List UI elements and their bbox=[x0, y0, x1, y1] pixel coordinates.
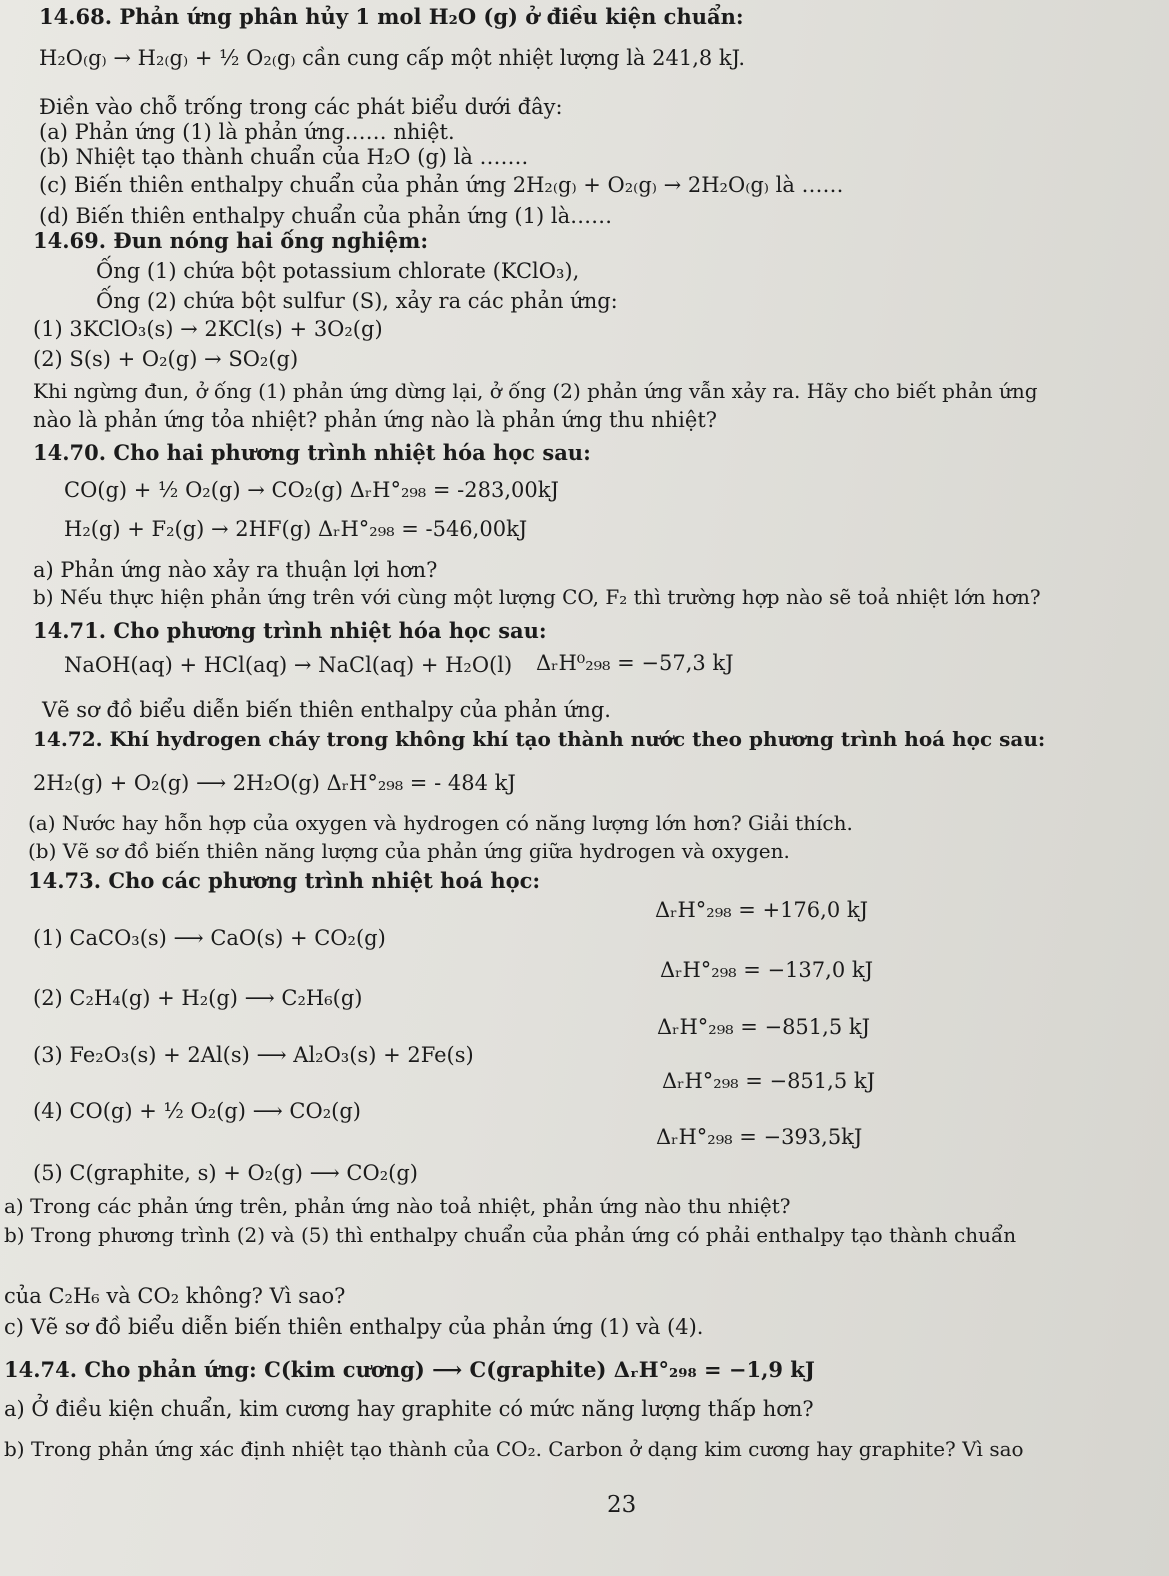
text-line-l31: (4) CO(g) + ½ O₂(g) ⟶ CO₂(g) bbox=[33, 1099, 361, 1123]
text-line-l32: (5) C(graphite, s) + O₂(g) ⟶ CO₂(g) bbox=[33, 1161, 418, 1185]
text-line-l21: NaOH(aq) + HCl(aq) → NaCl(aq) + H₂O(l) bbox=[64, 653, 513, 677]
text-line-l29: (2) C₂H₄(g) + H₂(g) ⟶ C₂H₆(g) bbox=[33, 986, 363, 1010]
text-line-l01: 14.68. Phản ứng phân hủy 1 mol H₂O (g) ở điều kiện chuẩn: bbox=[39, 4, 744, 29]
text-line-l25: (a) Nước hay hỗn hợp của oxygen và hydrogen có năng lượng lớn hơn? Giải thích. bbox=[28, 811, 853, 835]
text-line-l14: nào là phản ứng tỏa nhiệt? phản ứng nào là phản ứng thu nhiệt? bbox=[33, 408, 718, 432]
text-line-l35: của C₂H₆ và CO₂ không? Vì sao? bbox=[4, 1284, 346, 1308]
text-line-l28r: ΔᵣH°₂₉₈ = +176,0 kJ bbox=[655, 898, 869, 922]
text-line-l16: CO(g) + ½ O₂(g) → CO₂(g) ΔᵣH°₂₉₈ = -283,00kJ bbox=[64, 478, 559, 502]
text-line-l30: (3) Fe₂O₃(s) + 2Al(s) ⟶ Al₂O₃(s) + 2Fe(s) bbox=[33, 1043, 474, 1067]
text-line-l10: Ống (2) chứa bột sulfur (S), xảy ra các phản ứng: bbox=[96, 289, 618, 313]
text-line-l34: b) Trong phương trình (2) và (5) thì enthalpy chuẩn của phản ứng có phải enthalpy tạo thành chuẩn bbox=[4, 1223, 1017, 1247]
text-line-l29r: ΔᵣH°₂₉₈ = −137,0 kJ bbox=[660, 958, 874, 982]
text-line-l06: (c) Biến thiên enthalpy chuẩn của phản ứng 2H₂₍g₎ + O₂₍g₎ → 2H₂O₍g₎ là …… bbox=[39, 173, 844, 197]
text-line-l07: (d) Biến thiên enthalpy chuẩn của phản ứng (1) là…… bbox=[39, 204, 613, 228]
text-line-l37: 14.74. Cho phản ứng: C(kim cương) ⟶ C(graphite) ΔᵣH°₂₉₈ = −1,9 kJ bbox=[4, 1357, 815, 1382]
text-line-l21b: ΔᵣH⁰₂₉₈ = −57,3 kJ bbox=[536, 651, 734, 675]
text-line-l09: Ống (1) chứa bột potassium chlorate (KClO₃), bbox=[96, 259, 580, 283]
text-line-l13: Khi ngừng đun, ở ống (1) phản ứng dừng lại, ở ống (2) phản ứng vẫn xảy ra. Hãy cho biết phản ứng bbox=[33, 379, 1038, 403]
text-line-l39: b) Trong phản ứng xác định nhiệt tạo thành của CO₂. Carbon ở dạng kim cương hay graphite? Vì sao bbox=[4, 1437, 1024, 1461]
text-line-l18: a) Phản ứng nào xảy ra thuận lợi hơn? bbox=[33, 558, 438, 582]
text-line-l30r: ΔᵣH°₂₉₈ = −851,5 kJ bbox=[657, 1015, 871, 1039]
text-line-l26: (b) Vẽ sơ đồ biến thiên năng lượng của phản ứng giữa hydrogen và oxygen. bbox=[28, 839, 790, 863]
text-line-l31r: ΔᵣH°₂₉₈ = −851,5 kJ bbox=[662, 1069, 876, 1093]
page-number: 23 bbox=[607, 1492, 637, 1518]
text-line-l20: 14.71. Cho phương trình nhiệt hóa học sau: bbox=[33, 618, 547, 643]
text-line-l15: 14.70. Cho hai phương trình nhiệt hóa học sau: bbox=[33, 440, 591, 465]
text-line-l38: a) Ở điều kiện chuẩn, kim cương hay graphite có mức năng lượng thấp hơn? bbox=[4, 1397, 814, 1421]
text-line-l02: H₂O₍g₎ → H₂₍g₎ + ½ O₂₍g₎ cần cung cấp một nhiệt lượng là 241,8 kJ. bbox=[39, 46, 746, 70]
text-line-l33: a) Trong các phản ứng trên, phản ứng nào toả nhiệt, phản ứng nào thu nhiệt? bbox=[4, 1194, 791, 1218]
text-line-l36: c) Vẽ sơ đồ biểu diễn biến thiên enthalpy của phản ứng (1) và (4). bbox=[4, 1315, 704, 1339]
text-line-l24: 2H₂(g) + O₂(g) ⟶ 2H₂O(g) ΔᵣH°₂₉₈ = - 484 kJ bbox=[33, 771, 516, 795]
text-line-l05: (b) Nhiệt tạo thành chuẩn của H₂O (g) là ……. bbox=[39, 145, 529, 169]
text-line-l22: Vẽ sơ đồ biểu diễn biến thiên enthalpy của phản ứng. bbox=[42, 698, 611, 722]
text-line-l12: (2) S(s) + O₂(g) → SO₂(g) bbox=[33, 347, 299, 371]
text-line-l04: (a) Phản ứng (1) là phản ứng…… nhiệt. bbox=[39, 120, 455, 144]
text-line-l03: Điền vào chỗ trống trong các phát biểu dưới đây: bbox=[39, 95, 563, 119]
text-line-l32r: ΔᵣH°₂₉₈ = −393,5kJ bbox=[656, 1125, 863, 1149]
text-line-l08: 14.69. Đun nóng hai ống nghiệm: bbox=[33, 228, 429, 253]
text-line-l28: (1) CaCO₃(s) ⟶ CaO(s) + CO₂(g) bbox=[33, 926, 386, 950]
text-line-l17: H₂(g) + F₂(g) → 2HF(g) ΔᵣH°₂₉₈ = -546,00kJ bbox=[64, 517, 528, 541]
text-line-l27: 14.73. Cho các phương trình nhiệt hoá học: bbox=[28, 868, 541, 893]
text-line-l23: 14.72. Khí hydrogen cháy trong không khí tạo thành nước theo phương trình hoá học sau: bbox=[33, 727, 1046, 751]
text-line-l19: b) Nếu thực hiện phản ứng trên với cùng một lượng CO, F₂ thì trường hợp nào sẽ toả nhiệt lớn hơn? bbox=[33, 585, 1041, 609]
text-line-l11: (1) 3KClO₃(s) → 2KCl(s) + 3O₂(g) bbox=[33, 317, 383, 341]
